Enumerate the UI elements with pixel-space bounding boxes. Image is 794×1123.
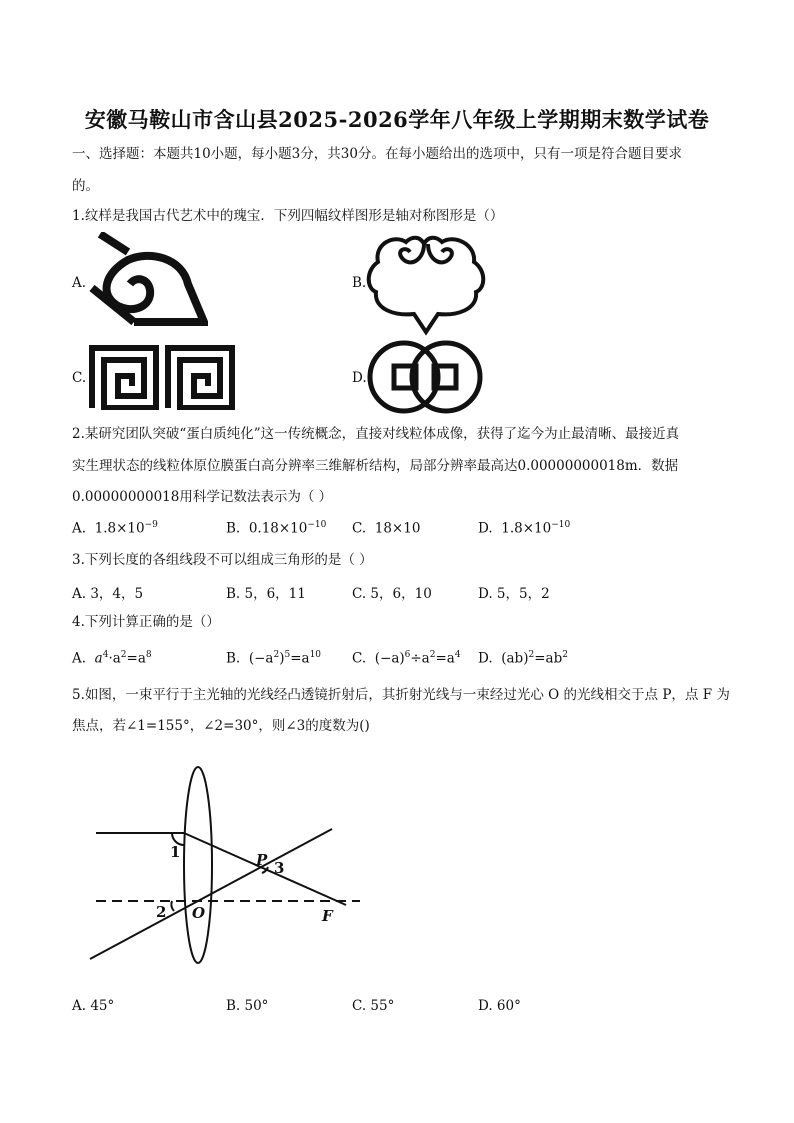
- coin-circle-right-icon: [412, 343, 480, 411]
- q1-option-a-figure: [88, 232, 208, 342]
- q3-option-b: B. 5，6，11: [226, 586, 306, 602]
- q3-option-a: A. 3，4，5: [72, 586, 144, 602]
- convex-lens-shape: [184, 767, 212, 963]
- q1-option-c-label: C.: [72, 370, 87, 386]
- q4-stem: 4.下列计算正确的是（）: [72, 614, 220, 630]
- angle-2-label: 2: [156, 903, 167, 921]
- q4-option-b: B. $(-a^2)^5=a^{10}$: [226, 650, 322, 667]
- cloud-pattern-icon: [369, 238, 484, 332]
- q2-option-a: A. $1.8\times 10^{-9}$: [72, 520, 158, 537]
- q2-option-c: C. 18×10: [352, 520, 421, 537]
- point-o-label: O: [192, 904, 206, 922]
- q5-stem-line1: 5.如图，一束平行于主光轴的光线经凸透镜折射后，其折射光线与一束经过光心 O 的光线相交于点 P，点 F 为: [72, 687, 730, 703]
- q5-option-d: D. 60°: [478, 998, 521, 1014]
- q1-option-d-figure: [366, 338, 486, 416]
- q2-stem-line2: 实生理状态的线粒体原位膜蛋白高分辨率三维解析结构，局部分辨率最高达0.00000000018m．数据: [72, 458, 679, 474]
- point-f-label: F: [322, 907, 333, 925]
- angle-3-label: 3: [274, 859, 285, 877]
- section-instructions-line1: 一、选择题：本题共10小题，每小题3分，共30分。在每小题给出的选项中，只有一项是符合题目要求: [72, 146, 682, 162]
- q4-option-a: A. $a^4\cdot a^2=a^8$: [72, 650, 152, 667]
- exam-title: 安徽马鞍山市含山县2025-2026学年八年级上学期期末数学试卷: [84, 107, 710, 132]
- q5-lens-figure: [88, 765, 368, 970]
- q1-option-b-label: B.: [352, 275, 367, 291]
- q1-option-c-figure: [88, 344, 238, 410]
- q4-option-d: D. $(ab)^2=ab^2$: [478, 650, 568, 667]
- q5-stem-line2: 焦点，若∠1=155°，∠2=30°，则∠3的度数为(): [72, 718, 370, 734]
- q1-option-d-label: D.: [352, 370, 367, 386]
- refracted-ray: [184, 833, 346, 905]
- q5-option-c: C. 55°: [352, 998, 395, 1014]
- q2-stem-line3: 0.00000000018用科学记数法表示为（ ）: [72, 489, 333, 505]
- coin-circle-left-icon: [370, 343, 438, 411]
- q5-option-a: A. 45°: [72, 998, 115, 1014]
- angle-1-label: 1: [170, 843, 181, 861]
- q2-option-b: B. $0.18\times 10^{-10}$: [226, 520, 327, 537]
- section-instructions-line2: 的。: [72, 178, 99, 194]
- q3-option-d: D. 5，5，2: [478, 586, 550, 602]
- q4-option-c: C. $(-a)^6\div a^2=a^4$: [352, 650, 461, 667]
- q1-stem: 1.纹样是我国古代艺术中的瑰宝．下列四幅纹样图形是轴对称图形是（）: [72, 208, 504, 224]
- q1-option-a-label: A.: [72, 275, 87, 291]
- meander-pattern-icon: [92, 348, 156, 408]
- q2-option-d: D. $1.8\times 10^{-10}$: [478, 520, 571, 537]
- q2-stem-line1: 2.某研究团队突破“蛋白质纯化”这一传统概念，直接对线粒体成像，获得了迄今为止最清晰、最接近真: [72, 426, 680, 442]
- q1-option-b-figure: [366, 232, 486, 336]
- q3-option-c: C. 5，6，10: [352, 586, 432, 602]
- q5-option-b: B. 50°: [226, 998, 269, 1014]
- point-p-label: P: [256, 851, 268, 869]
- q3-stem: 3.下列长度的各组线段不可以组成三角形的是（ ）: [72, 552, 373, 568]
